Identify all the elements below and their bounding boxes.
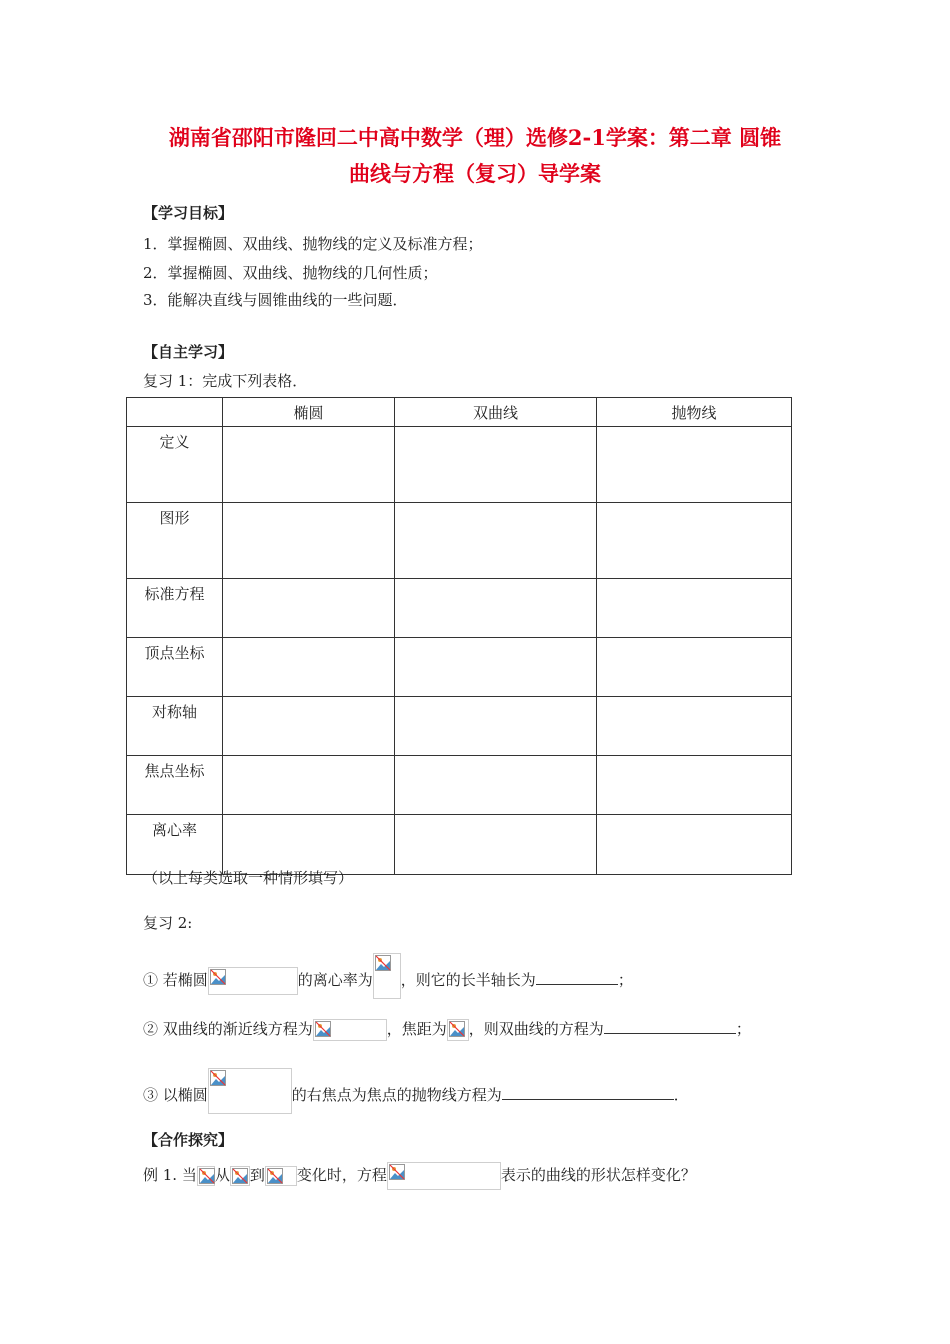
example-text-e: 表示的曲线的形状怎样变化？: [500, 1166, 696, 1184]
question-1: [143, 953, 633, 999]
table-cell[interactable]: [223, 815, 395, 875]
table-note: （以上每类选取一种情形填写）: [143, 869, 354, 887]
q3-text-a: ③ 以椭圆: [143, 1086, 208, 1104]
row-label: 定义: [127, 427, 223, 503]
q3-text-d: ．: [673, 1086, 689, 1104]
table-row: [127, 427, 792, 503]
example-text-b: 从: [214, 1166, 230, 1184]
objectives-heading: 【学习目标】: [143, 204, 234, 222]
table-cell[interactable]: [223, 756, 395, 815]
broken-image-icon: [389, 1164, 405, 1180]
q2-text-d: ；: [735, 1020, 751, 1038]
formula-image: [197, 1166, 215, 1186]
table-cell[interactable]: [223, 638, 395, 697]
answer-blank[interactable]: [502, 1085, 674, 1100]
q1-text-a: ① 若椭圆: [143, 971, 208, 989]
broken-image-icon: [199, 1168, 215, 1184]
objective-item: 1．掌握椭圆、双曲线、抛物线的定义及标准方程；: [143, 235, 483, 253]
q2-text-c: ，则双曲线的方程为: [468, 1020, 604, 1038]
q3-text-b: 的右焦点为焦点的抛物线方程为: [291, 1086, 502, 1104]
table-cell[interactable]: [223, 697, 395, 756]
objective-item: 3．能解决直线与圆锥曲线的一些问题．: [143, 291, 408, 309]
example-text-d: 变化时，方程: [296, 1166, 387, 1184]
formula-image: [230, 1166, 250, 1186]
broken-image-icon: [267, 1168, 283, 1184]
table-row: [127, 697, 792, 756]
table-cell[interactable]: [597, 503, 792, 579]
row-label: 对称轴: [127, 697, 223, 756]
table-cell[interactable]: [395, 638, 597, 697]
example-1: [143, 1162, 696, 1190]
review-1-instruction: 复习 1：完成下列表格．: [143, 372, 308, 390]
objective-item: 2．掌握椭圆、双曲线、抛物线的几何性质；: [143, 264, 438, 282]
table-cell[interactable]: [395, 579, 597, 638]
answer-blank[interactable]: [536, 970, 618, 985]
table-cell[interactable]: [223, 579, 395, 638]
table-header-cell: 抛物线: [597, 398, 792, 427]
formula-image: [208, 967, 298, 995]
formula-image: [447, 1019, 469, 1041]
table-row: [127, 815, 792, 875]
table-cell[interactable]: [597, 427, 792, 503]
row-label: 焦点坐标: [127, 756, 223, 815]
title-line-1: 湖南省邵阳市隆回二中高中数学（理）选修2-1学案：第二章 圆锥: [168, 125, 782, 150]
row-label: 离心率: [127, 815, 223, 875]
table-row: [127, 503, 792, 579]
answer-blank[interactable]: [604, 1019, 736, 1034]
table-row: [127, 579, 792, 638]
table-row: [127, 638, 792, 697]
row-label: 顶点坐标: [127, 638, 223, 697]
question-2: [143, 1018, 751, 1041]
broken-image-icon: [210, 1070, 226, 1086]
table-header-cell: 双曲线: [395, 398, 597, 427]
review-table: [126, 397, 792, 875]
q2-text-a: ② 双曲线的渐近线方程为: [143, 1020, 313, 1038]
table-cell[interactable]: [597, 638, 792, 697]
formula-image: [387, 1162, 501, 1190]
table-cell[interactable]: [597, 756, 792, 815]
formula-image: [265, 1166, 297, 1186]
q1-text-b: 的离心率为: [297, 971, 373, 989]
formula-image: [373, 953, 401, 999]
table-cell[interactable]: [223, 503, 395, 579]
cooperation-heading: 【合作探究】: [143, 1131, 234, 1149]
table-cell[interactable]: [395, 427, 597, 503]
example-text-c: 到: [249, 1166, 265, 1184]
example-text-a: 例 1. 当: [143, 1166, 197, 1184]
table-cell[interactable]: [223, 427, 395, 503]
broken-image-icon: [449, 1021, 465, 1037]
table-cell[interactable]: [597, 697, 792, 756]
q1-text-c: ，则它的长半轴长为: [400, 971, 536, 989]
table-cell[interactable]: [395, 697, 597, 756]
formula-image: [208, 1068, 292, 1114]
table-row: [127, 756, 792, 815]
broken-image-icon: [232, 1168, 248, 1184]
row-label: 标准方程: [127, 579, 223, 638]
document-title: [120, 120, 830, 192]
q2-text-b: ，焦距为: [386, 1020, 447, 1038]
title-line-2: 曲线与方程（复习）导学案: [349, 161, 601, 186]
broken-image-icon: [210, 969, 226, 985]
table-header-row: [127, 398, 792, 427]
table-cell[interactable]: [597, 579, 792, 638]
question-3: [143, 1068, 689, 1114]
table-header-cell: [127, 398, 223, 427]
broken-image-icon: [375, 955, 391, 971]
q1-text-d: ；: [617, 971, 633, 989]
table-cell[interactable]: [395, 756, 597, 815]
table-cell[interactable]: [597, 815, 792, 875]
table-header-cell: 椭圆: [223, 398, 395, 427]
row-label: 图形: [127, 503, 223, 579]
review-2-heading: 复习 2:: [143, 914, 193, 932]
formula-image: [313, 1019, 387, 1041]
table-cell[interactable]: [395, 815, 597, 875]
table-cell[interactable]: [395, 503, 597, 579]
self-study-heading: 【自主学习】: [143, 343, 234, 361]
broken-image-icon: [315, 1021, 331, 1037]
